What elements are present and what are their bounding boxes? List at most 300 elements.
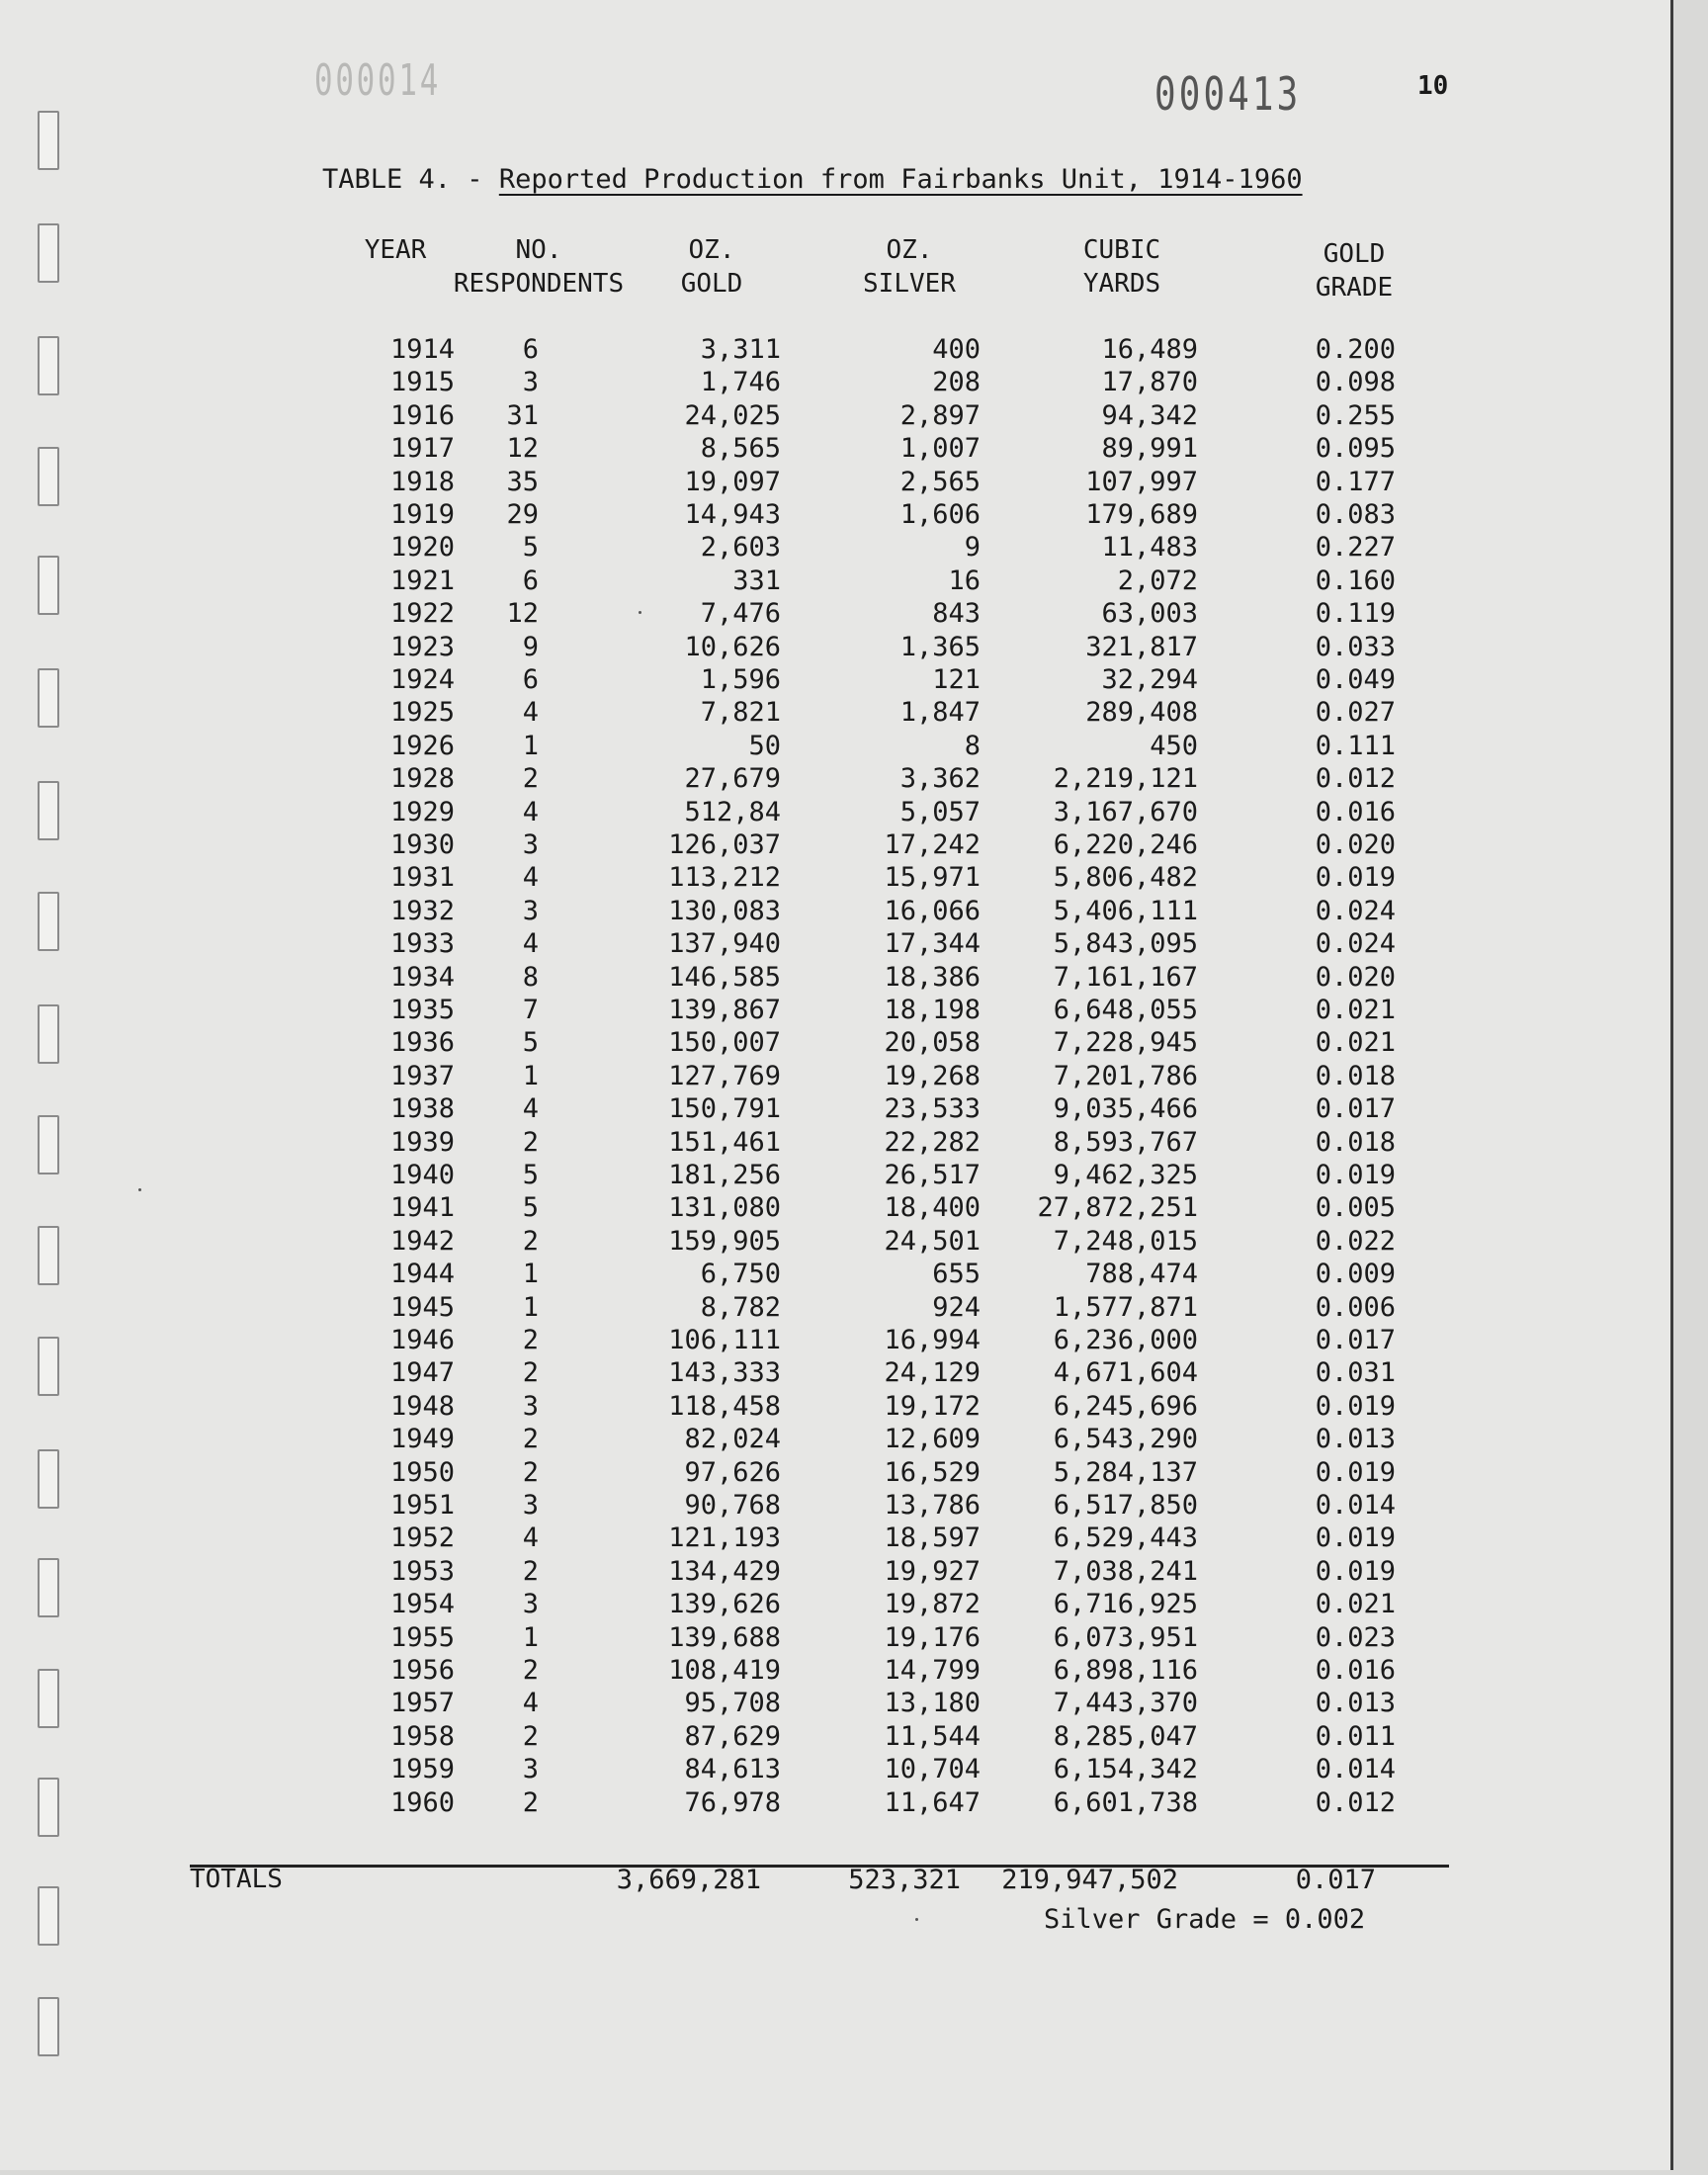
binder-hole [38, 1226, 59, 1285]
binder-hole [38, 223, 59, 283]
cell-silver: 24,501 [884, 1225, 981, 1257]
cell-gold: 14,943 [684, 499, 781, 530]
cell-grade: 0.177 [1315, 466, 1396, 497]
cell-grade: 0.095 [1315, 433, 1396, 465]
cell-grade: 0.031 [1315, 1357, 1396, 1389]
cell-grade: 0.023 [1315, 1621, 1396, 1653]
cell-year: 1930 [389, 829, 455, 860]
column-header-respondents [435, 233, 642, 301]
cell-year: 1936 [389, 1027, 455, 1059]
cell-respondents: 6 [522, 334, 539, 365]
cell-grade: 0.227 [1315, 532, 1396, 564]
cell-grade: 0.019 [1315, 1456, 1396, 1488]
cell-respondents: 8 [522, 961, 539, 993]
binder-hole [38, 1115, 59, 1174]
cell-yards: 9,462,325 [1053, 1160, 1198, 1190]
cell-silver: 1,847 [899, 697, 981, 729]
cell-silver: 1,365 [899, 631, 981, 662]
cell-year: 1925 [389, 697, 455, 729]
cell-gold: 3,311 [700, 334, 781, 365]
totals-gold: 3,669,281 [616, 1865, 761, 1895]
column-header-line: NO. [515, 235, 562, 265]
cell-silver: 400 [932, 334, 981, 365]
cell-year: 1920 [389, 532, 455, 564]
column-header-line: CUBIC [1082, 235, 1161, 265]
cell-year: 1915 [389, 367, 455, 398]
cell-respondents: 1 [522, 1259, 539, 1290]
cell-grade: 0.098 [1315, 367, 1396, 398]
cell-grade: 0.119 [1315, 598, 1396, 630]
cell-silver: 8 [964, 730, 981, 761]
cell-gold: 7,476 [700, 598, 781, 630]
binder-hole [38, 1997, 59, 2056]
cell-year: 1938 [389, 1093, 455, 1125]
cell-year: 1945 [389, 1291, 455, 1323]
cell-silver: 19,927 [884, 1555, 981, 1587]
cell-silver: 1,606 [899, 499, 981, 530]
cell-yards: 5,806,482 [1053, 862, 1198, 894]
column-header-line: YEAR [364, 235, 427, 265]
cell-silver: 18,386 [884, 961, 981, 993]
cell-silver: 16,066 [884, 895, 981, 926]
cell-gold: 143,333 [668, 1357, 781, 1389]
binder-hole [38, 1449, 59, 1509]
cell-yards: 7,228,945 [1053, 1027, 1198, 1059]
binder-hole [38, 1886, 59, 1946]
cell-year: 1952 [389, 1522, 455, 1554]
cell-gold: 84,613 [684, 1754, 781, 1785]
binder-hole [38, 668, 59, 728]
cell-yards: 788,474 [1085, 1259, 1198, 1290]
cell-grade: 0.012 [1315, 763, 1396, 795]
cell-silver: 16,994 [884, 1325, 981, 1355]
cell-yards: 6,716,925 [1053, 1589, 1198, 1620]
cell-year: 1914 [389, 334, 455, 365]
cell-yards: 63,003 [1101, 598, 1198, 630]
cell-grade: 0.021 [1315, 995, 1396, 1025]
cell-respondents: 5 [522, 532, 539, 564]
speck [915, 1918, 918, 1921]
cell-yards: 1,577,871 [1053, 1291, 1198, 1323]
cell-silver: 14,799 [884, 1655, 981, 1686]
cell-gold: 6,750 [700, 1259, 781, 1290]
cell-silver: 2,897 [899, 399, 981, 431]
cell-yards: 6,154,342 [1053, 1754, 1198, 1785]
cell-silver: 121 [932, 664, 981, 695]
cell-year: 1928 [389, 763, 455, 795]
cell-yards: 2,072 [1117, 565, 1198, 596]
cell-yards: 6,529,443 [1053, 1522, 1198, 1554]
binder-hole [38, 1004, 59, 1064]
cell-year: 1937 [389, 1060, 455, 1091]
cell-gold: 82,024 [684, 1424, 781, 1455]
cell-grade: 0.024 [1315, 895, 1396, 926]
cell-respondents: 12 [506, 433, 539, 465]
cell-gold: 50 [748, 730, 781, 761]
binder-hole [38, 556, 59, 615]
cell-yards: 6,543,290 [1053, 1424, 1198, 1455]
cell-silver: 18,597 [884, 1522, 981, 1554]
cell-grade: 0.019 [1315, 1390, 1396, 1422]
cell-respondents: 2 [522, 1325, 539, 1355]
cell-yards: 6,245,696 [1053, 1390, 1198, 1422]
cell-silver: 9 [964, 532, 981, 564]
cell-silver: 17,344 [884, 928, 981, 960]
cell-year: 1953 [389, 1555, 455, 1587]
cell-yards: 7,161,167 [1053, 961, 1198, 993]
cell-grade: 0.021 [1315, 1589, 1396, 1620]
cell-gold: 181,256 [668, 1160, 781, 1190]
cell-grade: 0.160 [1315, 565, 1396, 596]
cell-year: 1956 [389, 1655, 455, 1686]
cell-respondents: 3 [522, 1589, 539, 1620]
binder-hole [38, 336, 59, 395]
cell-gold: 126,037 [668, 829, 781, 860]
cell-gold: 87,629 [684, 1720, 781, 1752]
cell-gold: 24,025 [684, 399, 781, 431]
cell-respondents: 4 [522, 697, 539, 729]
cell-respondents: 12 [506, 598, 539, 630]
cell-grade: 0.012 [1315, 1786, 1396, 1818]
cell-yards: 6,073,951 [1053, 1621, 1198, 1653]
cell-year: 1929 [389, 796, 455, 827]
cell-silver: 18,400 [884, 1192, 981, 1224]
stamp-number: 000413 [1154, 67, 1302, 121]
cell-gold: 131,080 [668, 1192, 781, 1224]
cell-silver: 11,544 [884, 1720, 981, 1752]
column-header-line: SILVER [863, 269, 956, 299]
cell-gold: 97,626 [684, 1456, 781, 1488]
cell-year: 1924 [389, 664, 455, 695]
cell-year: 1916 [389, 399, 455, 431]
cell-silver: 2,565 [899, 466, 981, 497]
cell-gold: 127,769 [668, 1060, 781, 1091]
cell-yards: 16,489 [1101, 334, 1198, 365]
cell-grade: 0.017 [1315, 1325, 1396, 1355]
cell-gold: 137,940 [668, 928, 781, 960]
cell-yards: 7,248,015 [1053, 1225, 1198, 1257]
binder-hole [38, 1778, 59, 1837]
cell-yards: 5,284,137 [1053, 1456, 1198, 1488]
speck [639, 611, 641, 614]
cell-respondents: 31 [506, 399, 539, 431]
cell-silver: 843 [932, 598, 981, 630]
cell-silver: 13,786 [884, 1490, 981, 1521]
cell-grade: 0.017 [1315, 1093, 1396, 1125]
column-header-gold [652, 233, 771, 301]
cell-year: 1917 [389, 433, 455, 465]
cell-yards: 6,601,738 [1053, 1786, 1198, 1818]
cell-grade: 0.014 [1315, 1754, 1396, 1785]
cell-silver: 19,268 [884, 1060, 981, 1091]
column-header-yards [1058, 233, 1186, 301]
cell-yards: 6,220,246 [1053, 829, 1198, 860]
column-header-line: RESPONDENTS [453, 269, 625, 299]
cell-silver: 16,529 [884, 1456, 981, 1488]
cell-gold: 8,782 [700, 1291, 781, 1323]
totals-silver: 523,321 [848, 1865, 961, 1895]
cell-year: 1951 [389, 1490, 455, 1521]
table-title-prefix: TABLE 4. - [322, 164, 499, 195]
cell-yards: 89,991 [1101, 433, 1198, 465]
cell-respondents: 4 [522, 1688, 539, 1719]
cell-silver: 26,517 [884, 1160, 981, 1190]
cell-silver: 11,647 [884, 1786, 981, 1818]
binder-hole [38, 1669, 59, 1728]
cell-grade: 0.013 [1315, 1688, 1396, 1719]
cell-yards: 27,872,251 [1037, 1192, 1198, 1224]
cell-gold: 90,768 [684, 1490, 781, 1521]
cell-yards: 6,517,850 [1053, 1490, 1198, 1521]
totals-yards: 219,947,502 [1001, 1865, 1178, 1895]
cell-gold: 7,821 [700, 697, 781, 729]
cell-year: 1950 [389, 1456, 455, 1488]
cell-silver: 19,172 [884, 1390, 981, 1422]
cell-gold: 1,596 [700, 664, 781, 695]
cell-respondents: 6 [522, 664, 539, 695]
cell-gold: 146,585 [668, 961, 781, 993]
cell-respondents: 3 [522, 1490, 539, 1521]
column-header-line: GOLD [680, 269, 743, 299]
cell-grade: 0.016 [1315, 796, 1396, 827]
cell-year: 1934 [389, 961, 455, 993]
binder-hole [38, 1337, 59, 1396]
cell-yards: 9,035,466 [1053, 1093, 1198, 1125]
cell-year: 1926 [389, 730, 455, 761]
cell-gold: 19,097 [684, 466, 781, 497]
cell-year: 1940 [389, 1160, 455, 1190]
cell-respondents: 4 [522, 928, 539, 960]
cell-year: 1946 [389, 1325, 455, 1355]
cell-year: 1923 [389, 631, 455, 662]
cell-yards: 4,671,604 [1053, 1357, 1198, 1389]
table-title-text: Reported Production from Fairbanks Unit, 1914-1960 [498, 164, 1303, 195]
column-header-silver [840, 233, 979, 301]
cell-silver: 15,971 [884, 862, 981, 894]
cell-grade: 0.006 [1315, 1291, 1396, 1323]
cell-gold: 150,791 [668, 1093, 781, 1125]
cell-respondents: 2 [522, 1555, 539, 1587]
cell-year: 1939 [389, 1126, 455, 1158]
cell-grade: 0.018 [1315, 1060, 1396, 1091]
silver-grade: Silver Grade = 0.002 [1044, 1904, 1366, 1935]
cell-grade: 0.022 [1315, 1225, 1396, 1257]
cell-respondents: 3 [522, 895, 539, 926]
cell-silver: 5,057 [899, 796, 981, 827]
cell-silver: 18,198 [884, 995, 981, 1025]
column-header-year [351, 233, 440, 267]
cell-grade: 0.200 [1315, 334, 1396, 365]
cell-grade: 0.255 [1315, 399, 1396, 431]
cell-yards: 7,443,370 [1053, 1688, 1198, 1719]
cell-yards: 179,689 [1085, 499, 1198, 530]
cell-year: 1933 [389, 928, 455, 960]
cell-gold: 139,626 [668, 1589, 781, 1620]
cell-yards: 2,219,121 [1053, 763, 1198, 795]
cell-grade: 0.111 [1315, 730, 1396, 761]
cell-silver: 10,704 [884, 1754, 981, 1785]
faint-stamp-number: 000014 [314, 55, 442, 106]
totals-grade: 0.017 [1295, 1865, 1376, 1895]
cell-grade: 0.011 [1315, 1720, 1396, 1752]
cell-gold: 130,083 [668, 895, 781, 926]
cell-respondents: 2 [522, 1720, 539, 1752]
cell-grade: 0.021 [1315, 1027, 1396, 1059]
cell-respondents: 5 [522, 1192, 539, 1224]
cell-year: 1944 [389, 1259, 455, 1290]
cell-year: 1918 [389, 466, 455, 497]
speck [138, 1188, 141, 1191]
cell-respondents: 1 [522, 1060, 539, 1091]
cell-yards: 5,843,095 [1053, 928, 1198, 960]
cell-silver: 24,129 [884, 1357, 981, 1389]
cell-silver: 17,242 [884, 829, 981, 860]
cell-gold: 512,84 [684, 796, 781, 827]
cell-year: 1954 [389, 1589, 455, 1620]
cell-respondents: 3 [522, 829, 539, 860]
cell-year: 1921 [389, 565, 455, 596]
cell-gold: 10,626 [684, 631, 781, 662]
cell-gold: 139,688 [668, 1621, 781, 1653]
cell-grade: 0.016 [1315, 1655, 1396, 1686]
cell-silver: 13,180 [884, 1688, 981, 1719]
cell-gold: 2,603 [700, 532, 781, 564]
cell-year: 1958 [389, 1720, 455, 1752]
cell-grade: 0.019 [1315, 862, 1396, 894]
cell-silver: 12,609 [884, 1424, 981, 1455]
cell-silver: 22,282 [884, 1126, 981, 1158]
cell-grade: 0.013 [1315, 1424, 1396, 1455]
cell-respondents: 29 [506, 499, 539, 530]
cell-year: 1957 [389, 1688, 455, 1719]
cell-grade: 0.005 [1315, 1192, 1396, 1224]
cell-silver: 19,176 [884, 1621, 981, 1653]
cell-year: 1932 [389, 895, 455, 926]
column-header-line: YARDS [1082, 269, 1161, 299]
cell-yards: 6,236,000 [1053, 1325, 1198, 1355]
cell-year: 1949 [389, 1424, 455, 1455]
cell-year: 1942 [389, 1225, 455, 1257]
cell-respondents: 4 [522, 796, 539, 827]
page-number: 10 [1417, 71, 1449, 101]
cell-gold: 106,111 [668, 1325, 781, 1355]
cell-gold: 113,212 [668, 862, 781, 894]
cell-gold: 108,419 [668, 1655, 781, 1686]
cell-year: 1935 [389, 995, 455, 1025]
cell-gold: 27,679 [684, 763, 781, 795]
cell-yards: 321,817 [1085, 631, 1198, 662]
cell-respondents: 4 [522, 1522, 539, 1554]
column-header-grade [1295, 237, 1413, 304]
cell-silver: 20,058 [884, 1027, 981, 1059]
cell-yards: 289,408 [1085, 697, 1198, 729]
cell-gold: 134,429 [668, 1555, 781, 1587]
cell-respondents: 1 [522, 1621, 539, 1653]
cell-gold: 159,905 [668, 1225, 781, 1257]
cell-respondents: 3 [522, 367, 539, 398]
cell-yards: 8,593,767 [1053, 1126, 1198, 1158]
cell-grade: 0.019 [1315, 1555, 1396, 1587]
cell-grade: 0.020 [1315, 829, 1396, 860]
cell-respondents: 3 [522, 1390, 539, 1422]
cell-grade: 0.027 [1315, 697, 1396, 729]
cell-respondents: 5 [522, 1027, 539, 1059]
table-title [322, 164, 1303, 195]
cell-gold: 8,565 [700, 433, 781, 465]
binder-hole [38, 111, 59, 170]
cell-gold: 76,978 [684, 1786, 781, 1818]
cell-grade: 0.083 [1315, 499, 1396, 530]
cell-grade: 0.049 [1315, 664, 1396, 695]
cell-respondents: 2 [522, 1655, 539, 1686]
cell-year: 1941 [389, 1192, 455, 1224]
binder-hole [38, 781, 59, 840]
cell-grade: 0.033 [1315, 631, 1396, 662]
cell-silver: 924 [932, 1291, 981, 1323]
cell-gold: 331 [732, 565, 781, 596]
cell-grade: 0.020 [1315, 961, 1396, 993]
cell-yards: 5,406,111 [1053, 895, 1198, 926]
cell-yards: 7,038,241 [1053, 1555, 1198, 1587]
cell-gold: 95,708 [684, 1688, 781, 1719]
column-header-line: GOLD [1323, 239, 1386, 269]
cell-yards: 6,898,116 [1053, 1655, 1198, 1686]
cell-yards: 7,201,786 [1053, 1060, 1198, 1091]
cell-gold: 139,867 [668, 995, 781, 1025]
cell-year: 1960 [389, 1786, 455, 1818]
cell-respondents: 6 [522, 565, 539, 596]
cell-gold: 150,007 [668, 1027, 781, 1059]
cell-respondents: 4 [522, 862, 539, 894]
binder-hole [38, 447, 59, 506]
cell-respondents: 2 [522, 1424, 539, 1455]
cell-grade: 0.024 [1315, 928, 1396, 960]
cell-gold: 151,461 [668, 1126, 781, 1158]
cell-respondents: 2 [522, 1126, 539, 1158]
cell-yards: 11,483 [1101, 532, 1198, 564]
cell-grade: 0.019 [1315, 1522, 1396, 1554]
cell-respondents: 4 [522, 1093, 539, 1125]
cell-year: 1922 [389, 598, 455, 630]
cell-respondents: 9 [522, 631, 539, 662]
cell-respondents: 2 [522, 763, 539, 795]
cell-yards: 450 [1150, 730, 1198, 761]
totals-label: TOTALS [190, 1865, 283, 1894]
cell-gold: 1,746 [700, 367, 781, 398]
cell-year: 1919 [389, 499, 455, 530]
cell-respondents: 7 [522, 995, 539, 1025]
cell-grade: 0.018 [1315, 1126, 1396, 1158]
cell-grade: 0.019 [1315, 1160, 1396, 1190]
cell-year: 1955 [389, 1621, 455, 1653]
cell-respondents: 2 [522, 1357, 539, 1389]
cell-silver: 16 [948, 565, 981, 596]
cell-year: 1947 [389, 1357, 455, 1389]
cell-respondents: 2 [522, 1225, 539, 1257]
cell-gold: 121,193 [668, 1522, 781, 1554]
cell-silver: 3,362 [899, 763, 981, 795]
cell-yards: 8,285,047 [1053, 1720, 1198, 1752]
cell-respondents: 2 [522, 1786, 539, 1818]
cell-respondents: 35 [506, 466, 539, 497]
cell-yards: 94,342 [1101, 399, 1198, 431]
cell-silver: 1,007 [899, 433, 981, 465]
cell-yards: 32,294 [1101, 664, 1198, 695]
cell-silver: 208 [932, 367, 981, 398]
cell-yards: 17,870 [1101, 367, 1198, 398]
binder-hole [38, 892, 59, 951]
cell-respondents: 2 [522, 1456, 539, 1488]
